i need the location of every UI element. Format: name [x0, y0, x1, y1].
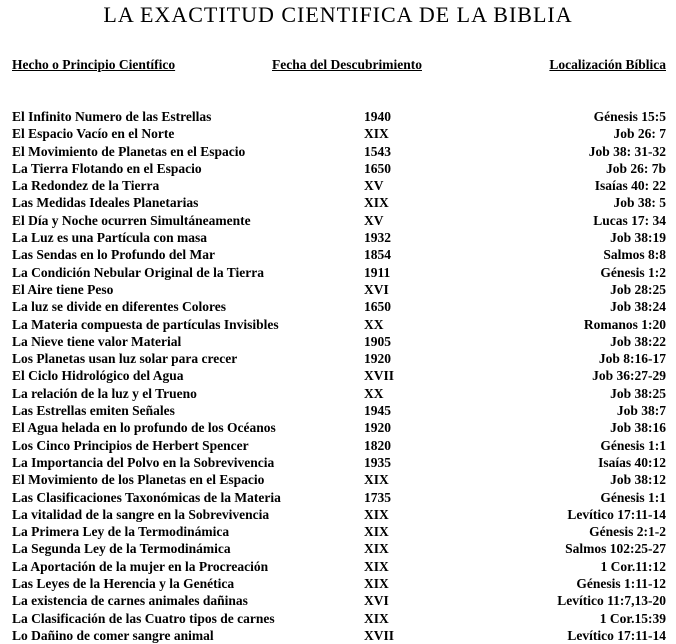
- date-cell: 1911: [364, 264, 391, 280]
- date-cell: XVI: [364, 593, 389, 609]
- reference-cell: Génesis 2:1-2: [589, 524, 666, 540]
- date-cell: XIX: [364, 524, 389, 540]
- table-row: [0, 419, 676, 436]
- table-row: [0, 627, 676, 644]
- table-row: [0, 506, 676, 523]
- table-header: [0, 57, 676, 75]
- table-row: [0, 143, 676, 160]
- fact-cell: La Luz es una Partícula con masa: [12, 230, 208, 246]
- table-row: [0, 437, 676, 454]
- date-cell: 1854: [364, 247, 391, 263]
- date-cell: XV: [364, 212, 384, 228]
- table-row: [0, 471, 676, 488]
- fact-cell: El Aire tiene Peso: [12, 281, 114, 297]
- date-cell: XVII: [364, 627, 395, 643]
- fact-cell: Los Cinco Principios de Herbert Spencer: [12, 437, 249, 453]
- fact-cell: Las Clasificaciones Taxonómicas de la Materia: [12, 489, 281, 505]
- reference-cell: Job 26: 7b: [605, 160, 666, 176]
- date-cell: 1945: [364, 403, 391, 419]
- date-cell: 1905: [364, 333, 391, 349]
- table-row: [0, 298, 676, 315]
- table-row: [0, 212, 676, 229]
- reference-cell: Génesis 1:1: [600, 489, 666, 505]
- table-row: [0, 350, 676, 367]
- date-cell: XX: [364, 385, 384, 401]
- table-row: [0, 575, 676, 592]
- fact-cell: La luz se divide en diferentes Colores: [12, 299, 226, 315]
- fact-cell: La Materia compuesta de partículas Invisibles: [12, 316, 279, 332]
- header-fact: Hecho o Principio Científico: [12, 57, 176, 72]
- reference-cell: Job 38:22: [610, 333, 666, 349]
- date-cell: XIX: [364, 472, 389, 488]
- date-cell: XVII: [364, 368, 395, 384]
- reference-cell: Génesis 1:11-12: [576, 576, 666, 592]
- fact-cell: La Redondez de la Tierra: [12, 178, 160, 194]
- reference-cell: Salmos 102:25-27: [565, 541, 666, 557]
- table-row: [0, 454, 676, 471]
- date-cell: 1650: [364, 160, 391, 176]
- table-row: [0, 177, 676, 194]
- date-cell: XIX: [364, 558, 389, 574]
- date-cell: XVI: [364, 281, 389, 297]
- table-row: [0, 523, 676, 540]
- reference-cell: Romanos 1:20: [583, 316, 666, 332]
- fact-cell: La Primera Ley de la Termodinámica: [12, 524, 230, 540]
- reference-cell: Levítico 11:7,13-20: [557, 593, 666, 609]
- fact-cell: La Aportación de la mujer en la Procreación: [12, 558, 269, 574]
- fact-cell: La Tierra Flotando en el Espacio: [12, 160, 202, 176]
- fact-cell: La Condición Nebular Original de la Tierra: [12, 264, 265, 280]
- reference-cell: Job 38:7: [616, 403, 666, 419]
- table-row: [0, 558, 676, 575]
- date-cell: XIX: [364, 126, 389, 142]
- date-cell: 1920: [364, 351, 391, 367]
- fact-cell: Lo Dañino de comer sangre animal: [12, 627, 214, 643]
- table-row: [0, 125, 676, 142]
- reference-cell: Job 38:16: [610, 420, 666, 436]
- table-row: [0, 264, 676, 281]
- table-body: [0, 108, 676, 644]
- reference-cell: Génesis 1:1: [600, 437, 666, 453]
- fact-cell: El Agua helada en lo profundo de los Océanos: [12, 420, 276, 436]
- reference-cell: Salmos 8:8: [603, 247, 666, 263]
- table-row: [0, 402, 676, 419]
- fact-cell: Las Leyes de la Herencia y la Genética: [12, 576, 235, 592]
- date-cell: 1935: [364, 454, 391, 470]
- reference-cell: Job 38:25: [610, 385, 666, 401]
- table-row: [0, 385, 676, 402]
- fact-cell: Las Estrellas emiten Señales: [12, 403, 175, 419]
- table-row: [0, 489, 676, 506]
- date-cell: 1932: [364, 230, 391, 246]
- reference-cell: Levítico 17:11-14: [567, 506, 666, 522]
- fact-cell: La Nieve tiene valor Material: [12, 333, 182, 349]
- table-row: [0, 610, 676, 627]
- fact-cell: El Ciclo Hidrológico del Agua: [12, 368, 184, 384]
- table-row: [0, 108, 676, 125]
- reference-cell: Job 38: 31-32: [588, 143, 666, 159]
- fact-cell: La relación de la luz y el Trueno: [12, 385, 197, 401]
- reference-cell: Job 38:19: [610, 230, 666, 246]
- fact-cell: La Importancia del Polvo en la Sobrevivencia: [12, 454, 275, 470]
- reference-cell: 1 Cor.15:39: [599, 610, 666, 626]
- date-cell: 1650: [364, 299, 391, 315]
- fact-cell: El Día y Noche ocurren Simultáneamente: [12, 212, 251, 228]
- reference-cell: Isaías 40: 22: [594, 178, 666, 194]
- table-row: [0, 367, 676, 384]
- reference-cell: Job 38: 5: [613, 195, 666, 211]
- date-cell: 1543: [364, 143, 391, 159]
- fact-cell: Los Planetas usan luz solar para crecer: [12, 351, 238, 367]
- date-cell: XIX: [364, 541, 389, 557]
- date-cell: 1735: [364, 489, 391, 505]
- table-row: [0, 246, 676, 263]
- reference-cell: Job 28:25: [610, 281, 666, 297]
- reference-cell: Job 26: 7: [613, 126, 666, 142]
- fact-cell: El Movimiento de los Planetas en el Espacio: [12, 472, 265, 488]
- reference-cell: Lucas 17: 34: [593, 212, 666, 228]
- date-cell: 1940: [364, 109, 391, 124]
- reference-cell: Levítico 17:11-14: [567, 627, 666, 643]
- fact-cell: El Movimiento de Planetas en el Espacio: [12, 143, 246, 159]
- reference-cell: Génesis 15:5: [593, 109, 666, 124]
- date-cell: XIX: [364, 506, 389, 522]
- table-row: [0, 333, 676, 350]
- date-cell: XIX: [364, 195, 389, 211]
- date-cell: 1820: [364, 437, 391, 453]
- date-cell: 1920: [364, 420, 391, 436]
- fact-cell: Las Medidas Ideales Planetarias: [12, 195, 199, 211]
- table-row: [0, 592, 676, 609]
- reference-cell: Job 38:12: [610, 472, 666, 488]
- table-row: [0, 194, 676, 211]
- fact-cell: El Espacio Vacío en el Norte: [12, 126, 175, 142]
- table-row: [0, 316, 676, 333]
- date-cell: XV: [364, 178, 384, 194]
- header-reference: Localización Bíblica: [549, 57, 666, 72]
- document-title: LA EXACTITUD CIENTIFICA DE LA BIBLIA: [103, 2, 573, 27]
- table-row: [0, 160, 676, 177]
- fact-cell: La existencia de carnes animales dañinas: [12, 593, 248, 609]
- fact-cell: La vitalidad de la sangre en la Sobrevivencia: [12, 506, 270, 522]
- date-cell: XIX: [364, 610, 389, 626]
- reference-cell: Job 38:24: [610, 299, 666, 315]
- reference-cell: 1 Cor.11:12: [600, 558, 666, 574]
- reference-cell: Job 36:27-29: [592, 368, 666, 384]
- header-date: Fecha del Descubrimiento: [272, 57, 422, 72]
- fact-cell: El Infinito Numero de las Estrellas: [12, 109, 212, 124]
- reference-cell: Isaías 40:12: [598, 454, 666, 470]
- date-cell: XX: [364, 316, 384, 332]
- fact-cell: Las Sendas en lo Profundo del Mar: [12, 247, 216, 263]
- reference-cell: Génesis 1:2: [600, 264, 666, 280]
- reference-cell: Job 8:16-17: [598, 351, 666, 367]
- table-row: [0, 229, 676, 246]
- fact-cell: La Segunda Ley de la Termodinámica: [12, 541, 231, 557]
- date-cell: XIX: [364, 576, 389, 592]
- table-row: [0, 540, 676, 557]
- fact-cell: La Clasificación de las Cuatro tipos de carnes: [12, 610, 275, 626]
- table-row: [0, 281, 676, 298]
